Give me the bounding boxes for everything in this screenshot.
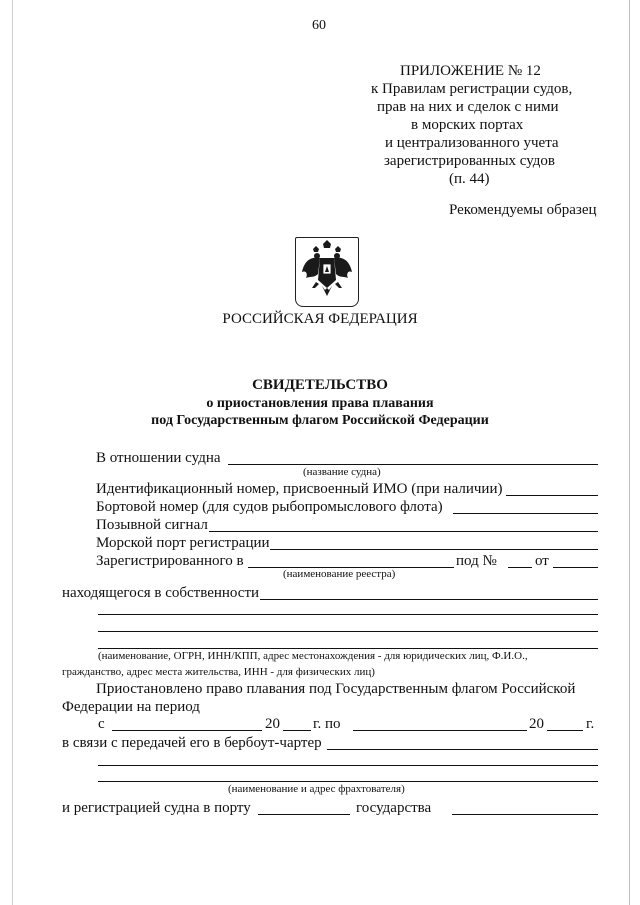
imo-field[interactable] bbox=[506, 495, 598, 496]
vessel-name-label: В отношении судна bbox=[96, 450, 221, 466]
owner-field-line-4[interactable] bbox=[98, 648, 598, 649]
year-prefix-1: 20 bbox=[265, 716, 280, 732]
owner-hint-1: (наименование, ОГРН, ИНН/КПП, адрес местонахождения - для юридических лиц, Ф.И.О., bbox=[98, 650, 528, 662]
registry-name-hint: (наименование реестра) bbox=[283, 568, 396, 580]
period-to-label: г. по bbox=[313, 716, 341, 732]
page-number: 60 bbox=[312, 18, 326, 33]
page-edge-left bbox=[12, 0, 13, 905]
appendix-line: в морских портах bbox=[411, 117, 524, 133]
period-from-label: с bbox=[98, 716, 105, 732]
registry-number-field[interactable] bbox=[508, 567, 532, 568]
appendix-line: зарегистрированных судов bbox=[384, 153, 555, 169]
country-name: РОССИЙСКАЯ ФЕДЕРАЦИЯ bbox=[222, 311, 418, 327]
certificate-subtitle-1: о приостановления права плавания bbox=[206, 396, 434, 411]
certificate-subtitle-2: под Государственным флагом Российской Федерации bbox=[151, 413, 489, 428]
period-start-field[interactable] bbox=[112, 730, 262, 731]
board-number-label: Бортовой номер (для судов рыбопромыслового флота) bbox=[96, 499, 443, 515]
board-number-field[interactable] bbox=[453, 513, 598, 514]
owner-field[interactable] bbox=[260, 599, 598, 600]
registration-port-label: и регистрацией судна в порту bbox=[62, 800, 251, 816]
charterer-field-line-3[interactable] bbox=[98, 781, 598, 782]
appendix-line: прав на них и сделок с ними bbox=[377, 99, 559, 115]
owner-hint-2: гражданство, адрес места жительства, ИНН - для физических лиц) bbox=[62, 666, 375, 678]
appendix-line: (п. 44) bbox=[449, 171, 490, 187]
page-edge-right bbox=[629, 0, 630, 905]
owner-field-line-3[interactable] bbox=[98, 631, 598, 632]
russian-coat-of-arms-icon bbox=[295, 237, 359, 307]
appendix-line: к Правилам регистрации судов, bbox=[371, 81, 573, 97]
vessel-name-field[interactable] bbox=[228, 464, 598, 465]
port-of-registry-field[interactable] bbox=[270, 549, 598, 550]
certificate-title: СВИДЕТЕЛЬСТВО bbox=[252, 377, 388, 393]
imo-label: Идентификационный номер, присвоенный ИМО (при наличии) bbox=[96, 481, 503, 497]
owner-field-line-2[interactable] bbox=[98, 614, 598, 615]
call-sign-field[interactable] bbox=[209, 531, 598, 532]
charterer-field-line-2[interactable] bbox=[98, 765, 598, 766]
under-number-label: под № bbox=[456, 553, 497, 569]
year-prefix-2: 20 bbox=[529, 716, 544, 732]
registration-port-field[interactable] bbox=[258, 814, 350, 815]
appendix-title: ПРИЛОЖЕНИЕ № 12 bbox=[400, 63, 541, 79]
appendix-line: и централизованного учета bbox=[385, 135, 559, 151]
suspension-text-2: Федерации на период bbox=[62, 699, 200, 715]
charterer-hint: (наименование и адрес фрахтователя) bbox=[228, 783, 405, 795]
suspension-text-1: Приостановлено право плавания под Государственным флагом Российской bbox=[96, 681, 576, 697]
state-field[interactable] bbox=[452, 814, 598, 815]
from-date-label: от bbox=[535, 553, 549, 569]
call-sign-label: Позывной сигнал bbox=[96, 517, 208, 533]
period-end-year-field[interactable] bbox=[547, 730, 583, 731]
owner-label: находящегося в собственности bbox=[62, 585, 260, 601]
charterer-field[interactable] bbox=[327, 749, 598, 750]
registered-in-label: Зарегистрированного в bbox=[96, 553, 244, 569]
recommended-sample: Рекомендуемы образец bbox=[449, 202, 597, 218]
registry-date-field[interactable] bbox=[553, 567, 598, 568]
state-label: государства bbox=[356, 800, 432, 816]
vessel-name-hint: (название судна) bbox=[303, 466, 381, 478]
period-start-year-field[interactable] bbox=[283, 730, 311, 731]
port-of-registry-label: Морской порт регистрации bbox=[96, 535, 270, 551]
period-end-field[interactable] bbox=[353, 730, 527, 731]
bareboat-label: в связи с передачей его в бербоут-чартер bbox=[62, 735, 322, 751]
year-suffix-2: г. bbox=[586, 716, 595, 732]
